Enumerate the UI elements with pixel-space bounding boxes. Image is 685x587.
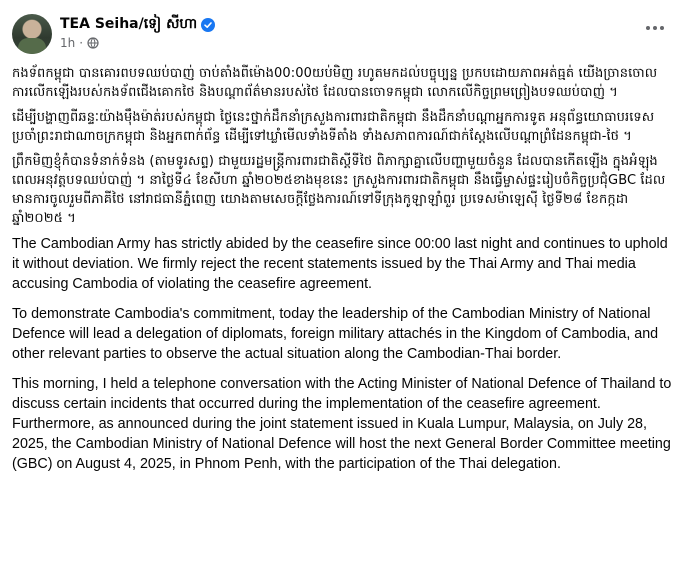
author-avatar[interactable] [12, 14, 52, 54]
en-paragraph-2: To demonstrate Cambodia's commitment, today the leadership of the Cambodian Ministry of National Defence will lead a delegation of diplomats, foreign military attachés in the Kingdom of Cambodia, and other relevant parties to observe the actual situation along the Cambodian-Thai border. [12, 306, 659, 362]
km-paragraph-1: កងទ័ពកម្ពុជា បានគោរពបទឈប់បាញ់ ចាប់តាំងពីម៉ោង00:00យប់មិញ រហូតមកដល់បច្ចុប្បន្ន ប្រកបដោយភាពអត់ធ្មត់ យើងច្រានចោលការលើកឡើងរបស់កងទ័ពជើងគោកថៃ និងបណ្ដាព័ត៌មានរបស់ថៃ ដែលបានចោទកម្ពុជា លោកលើកិច្ចព្រមព្រៀងបទឈប់បាញ់ ។ [12, 66, 658, 100]
post-header [12, 12, 673, 58]
en-paragraph-3: This morning, I held a telephone conversation with the Acting Minister of National Defence of Thailand to discuss certain incidents that occurred during the implementation of the ceasefire agreement. Furthermore, as announced during the joint statement issued in Kuala Lumpur, Malaysia, on July 28, 2025, the Cambodian Ministry of National Defence will host the next General Border Committee meeting (GBC) on August 4, 2025, in Phnom Penh, with the participation of the Thai delegation. [12, 376, 672, 472]
meta-dot: · [79, 36, 84, 50]
more-options-icon[interactable] [641, 18, 669, 38]
avatar-uniform-shape [18, 38, 46, 54]
author-name-row [60, 14, 215, 35]
km-paragraph-2: ដើម្បីបង្ហាញពីឆន្ទៈយ៉ាងម៉ឹងម៉ាត់របស់កម្ពុជា ថ្ងៃនេះថ្នាក់ដឹកនាំក្រសួងការពារជាតិកម្ពុជា នឹងដឹកនាំបណ្ដាអ្នកការទូត អនុព័ន្ធយោធាបរទេស ប្រចាំព្រះរាជាណាចក្រកម្ពុជា និងអ្នកពាក់ព័ន្ធ ដើម្បីទៅឃ្លាំមើលទាំងទីតាំង ទាំងសភាពការណ៍ជាក់ស្ដែងលើបណ្ដាព្រំដែនកម្ពុជា-ថៃ ។ [12, 110, 655, 144]
globe-icon[interactable] [87, 37, 99, 49]
post-time[interactable]: 1h [60, 36, 76, 50]
author-name[interactable]: TEA Seiha/ទៀ សីហា [60, 16, 198, 32]
post-meta [60, 36, 99, 50]
post-body [12, 64, 673, 484]
en-paragraph-1: The Cambodian Army has strictly abided by the ceasefire since 00:00 last night and continues to uphold it without deviation. We firmly reject the recent statements issued by the Thai Army and Thai media accusing Cambodia of violating the ceasefire agreement. [12, 236, 668, 292]
km-paragraph-3: ព្រឹកមិញខ្ញុំកំបានទំនាក់ទំនង (តាមទូរសព្ទ) ជាមួយរដ្ឋមន្ត្រីការពារជាតិស្ដីទីថៃ ពិភាក្សាគ្នាលើបញ្ហាមួយចំនួន ដែលបានកើតឡើង ក្នុងអំឡុងពេលអនុវត្តបទឈប់បាញ់ ។ នាថ្ងៃទី៤ ខែសីហា ឆ្នាំ២០២៥ខាងមុខនេះ ក្រសួងការពារជាតិកម្ពុជា នឹងធ្វើម្ចាស់ផ្ទះរៀបចំកិច្ចប្រជុំGBC ដែលមានការចូលរួមពីភាគីថៃ នៅរាជធានីភ្នំពេញ យោងតាមសេចក្ដីថ្លែងការណ៍ទៅទីក្រុងកូឡាឡាំពួរ ប្រទេសម៉ាឡេស៊ី ថ្ងៃទី២៨ ខែកក្កដា ឆ្នាំ២០២៥ ។ [12, 154, 666, 226]
verified-badge-icon [201, 18, 215, 32]
